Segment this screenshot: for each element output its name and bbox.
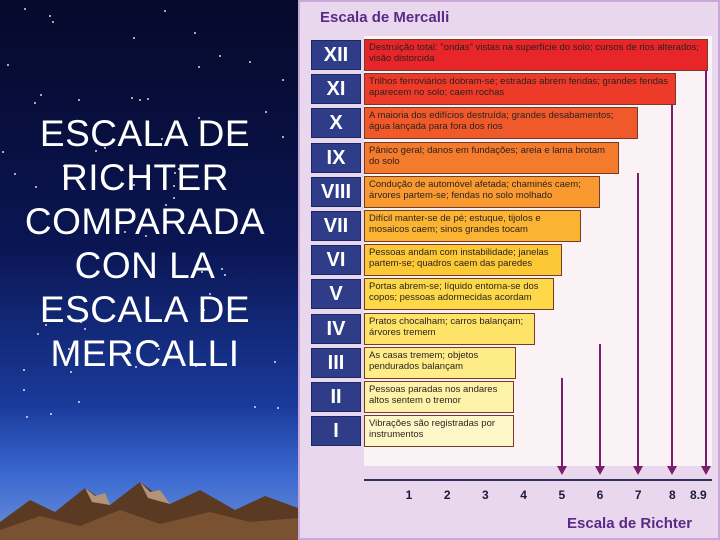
- arrow-down-icon: [595, 466, 605, 475]
- richter-arrow-line: [637, 173, 639, 468]
- star: [249, 61, 251, 63]
- star: [219, 55, 221, 57]
- mountains-illustration: [0, 460, 298, 540]
- mercalli-level-label: III: [311, 348, 361, 378]
- mercalli-level-label: IV: [311, 314, 361, 344]
- arrow-down-icon: [701, 466, 711, 475]
- slide-title-line: ESCALA DE: [39, 113, 251, 154]
- star: [7, 64, 9, 66]
- star: [131, 97, 133, 99]
- richter-axis-line: [364, 479, 712, 481]
- slide-background: [0, 0, 298, 540]
- arrow-down-icon: [667, 466, 677, 475]
- richter-tick-label: 8.9: [690, 488, 707, 502]
- star: [133, 37, 135, 39]
- richter-arrow-line: [599, 344, 601, 468]
- richter-tick-label: 4: [520, 488, 527, 502]
- slide-title-line: RICHTER: [61, 157, 229, 198]
- mercalli-description-bar: Pratos chocalham; carros balançam; árvores tremem: [364, 313, 535, 345]
- richter-tick-label: 1: [405, 488, 413, 502]
- mercalli-description-bar: Pânico geral; danos em fundações; areia e lama brotam do solo: [364, 142, 619, 174]
- arrow-down-icon: [557, 466, 567, 475]
- figure-footer: Escala de Richter: [567, 515, 693, 532]
- star: [78, 99, 80, 101]
- richter-tick-label: 7: [634, 488, 642, 502]
- star: [139, 99, 141, 101]
- richter-tick-label: 5: [558, 488, 566, 502]
- richter-tick-label: 3: [482, 488, 489, 502]
- mercalli-description-bar: Pessoas paradas nos andares altos sentem o tremor: [364, 381, 514, 413]
- mercalli-description-bar: Pessoas andam com instabilidade; janelas partem-se; quadros caem das paredes: [364, 244, 562, 276]
- mercalli-description-bar: Condução de automóvel afetada; chaminés caem; árvores partem-se; fendas no solo molhado: [364, 176, 600, 208]
- star: [50, 413, 52, 415]
- mercalli-description-bar: A maioria dos edifícios destruída; grandes desabamentos; água lançada para fora dos rios: [364, 107, 638, 139]
- mercalli-level-label: II: [311, 382, 361, 412]
- mercalli-level-label: I: [311, 416, 361, 446]
- star: [282, 79, 284, 81]
- slide-title: [0, 112, 290, 376]
- mercalli-level-label: X: [311, 108, 361, 138]
- mercalli-level-label: XI: [311, 74, 361, 104]
- star: [78, 401, 80, 403]
- star: [40, 94, 42, 96]
- star: [26, 416, 28, 418]
- slide-title-line: MERCALLI: [50, 333, 240, 374]
- mercalli-description-bar: Portas abrem-se; líquido entorna-se dos copos; pessoas adormecidas acordam: [364, 278, 554, 310]
- star: [198, 66, 200, 68]
- star: [24, 8, 26, 10]
- star: [194, 32, 196, 34]
- star: [34, 102, 36, 104]
- mercalli-description-bar: As casas tremem; objetos pendurados balançam: [364, 347, 516, 379]
- mercalli-description-bar: Destruição total: "ondas" vistas na superfície do solo; cursos de rios alterados; visão distorcida: [364, 39, 708, 71]
- slide-title-line: COMPARADA: [24, 201, 266, 242]
- mercalli-level-label: V: [311, 279, 361, 309]
- star: [23, 389, 25, 391]
- star: [277, 407, 279, 409]
- richter-arrow-line: [671, 104, 673, 468]
- richter-arrow-line: [561, 378, 563, 468]
- star: [254, 406, 256, 408]
- richter-arrow-line: [705, 70, 707, 468]
- mercalli-level-label: IX: [311, 143, 361, 173]
- slide-title-line: CON LA: [74, 245, 216, 286]
- richter-tick-label: 6: [596, 488, 604, 502]
- star: [147, 98, 149, 100]
- star: [164, 10, 166, 12]
- arrow-down-icon: [633, 466, 643, 475]
- figure-header: Escala de Mercalli: [320, 9, 450, 26]
- mercalli-level-label: XII: [311, 40, 361, 70]
- slide-title-line: ESCALA DE: [39, 289, 251, 330]
- mercalli-description-bar: Difícil manter-se de pé; estuque, tijolos e mosaicos caem; sinos grandes tocam: [364, 210, 581, 242]
- mercalli-level-label: VI: [311, 245, 361, 275]
- star: [49, 15, 51, 17]
- mercalli-description-bar: Vibrações são registradas por instrumentos: [364, 415, 514, 447]
- richter-tick-label: 8: [669, 488, 676, 502]
- richter-tick-label: 2: [443, 488, 451, 502]
- mercalli-description-bar: Trilhos ferroviários dobram-se; estradas abrem fendas; grandes fendas aparecem no solo; caem rochas: [364, 73, 676, 105]
- mercalli-level-label: VIII: [311, 177, 361, 207]
- star: [52, 21, 54, 23]
- mercalli-level-label: VII: [311, 211, 361, 241]
